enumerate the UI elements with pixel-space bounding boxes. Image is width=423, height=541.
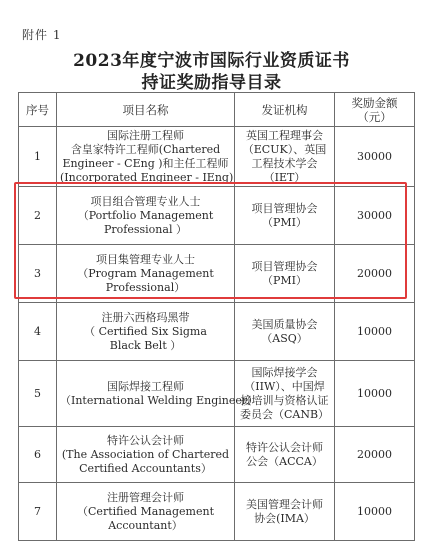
issuer-cell	[235, 187, 335, 245]
issuer-line: （IET）	[263, 170, 306, 184]
reward-amount: 30000	[335, 187, 415, 245]
issuer-line: 项目管理协会	[251, 259, 318, 273]
project-name-line: Certified Accountants）	[79, 461, 212, 475]
issuer-cell	[235, 361, 335, 427]
row-number: 1	[19, 127, 57, 187]
issuer-line: 委员会（CANB）	[239, 407, 330, 421]
issuer-line: 英国工程理事会	[246, 128, 323, 142]
reward-amount: 30000	[335, 127, 415, 187]
issuer-line: 接培训与资格认证	[240, 393, 329, 407]
issuer-line: 公会（ACCA）	[246, 454, 323, 468]
project-name-line: 项目集管理专业人士	[96, 252, 195, 266]
project-name-cell	[57, 361, 259, 427]
issuer-line: 美国质量协会	[251, 317, 318, 331]
certificate-reward-table	[18, 92, 415, 541]
issuer-line: （ASQ）	[261, 331, 308, 345]
reward-amount: 10000	[335, 361, 415, 427]
table-row	[19, 303, 415, 361]
project-name-cell	[57, 303, 235, 361]
issuer-line: 工程技术学会	[251, 156, 318, 170]
table-row	[19, 245, 415, 303]
issuer-line: 特许公认会计师	[246, 440, 323, 454]
table-row	[19, 361, 415, 427]
table-row	[19, 127, 415, 187]
project-name-line: （International Welding Engineer）	[60, 393, 259, 407]
header-no: 序号	[19, 93, 57, 127]
project-name-line: (The Association of Chartered	[61, 447, 230, 461]
document-title-line-2: 持证奖励指导目录	[141, 73, 282, 93]
project-name-line: 特许公认会计师	[107, 433, 184, 447]
row-number: 2	[19, 187, 57, 245]
project-name-line: 含皇家特许工程师(Chartered	[70, 142, 221, 156]
row-number: 5	[19, 361, 57, 427]
project-name-line: （Portfolio Management	[77, 208, 214, 222]
document-title-line-1: 2023年度宁波市国际行业资质证书	[73, 51, 350, 71]
project-name-line: 国际焊接工程师	[107, 379, 184, 393]
reward-amount: 10000	[335, 303, 415, 361]
project-name-line: Black Belt ）	[109, 338, 182, 352]
row-number: 4	[19, 303, 57, 361]
row-number: 3	[19, 245, 57, 303]
issuer-line: 国际焊接学会	[251, 365, 318, 379]
issuer-line: 美国管理会计师	[246, 497, 323, 511]
issuer-line: 项目管理协会	[251, 201, 318, 215]
table-header-row	[19, 93, 415, 127]
project-name-line: Accountant）	[108, 518, 183, 532]
project-name-cell	[57, 127, 235, 187]
header-project-name: 项目名称	[57, 93, 235, 127]
project-name-cell	[57, 187, 235, 245]
attachment-label: 附件 1	[22, 28, 62, 42]
project-name-line: 国际注册工程师	[107, 128, 184, 142]
row-number: 6	[19, 427, 57, 483]
reward-amount: 20000	[335, 427, 415, 483]
project-name-cell	[57, 427, 235, 483]
project-name-line: (Incorporated Engineer - IEng)	[60, 170, 234, 184]
project-name-cell	[57, 245, 235, 303]
table-row	[19, 187, 415, 245]
project-name-line: （Program Management	[77, 266, 214, 280]
row-number: 7	[19, 483, 57, 541]
project-name-line: Professional）	[105, 280, 186, 294]
issuer-cell	[235, 127, 335, 187]
project-name-line: 注册管理会计师	[107, 490, 184, 504]
project-name-line: （ Certified Six Sigma	[84, 324, 207, 338]
issuer-cell	[235, 427, 335, 483]
table-row	[19, 483, 415, 541]
header-issuer: 发证机构	[235, 93, 335, 127]
issuer-line: （IIW）、中国焊	[244, 379, 325, 393]
issuer-cell	[235, 245, 335, 303]
project-name-line: Professional ）	[104, 222, 187, 236]
project-name-line: Engineer - CEng )和主任工程师	[62, 156, 229, 170]
project-name-line: 项目组合管理专业人士	[90, 194, 201, 208]
issuer-line: 协会(IMA）	[254, 511, 315, 525]
issuer-cell	[235, 303, 335, 361]
issuer-cell	[235, 483, 335, 541]
project-name-line: 注册六西格玛黑带	[101, 310, 190, 324]
issuer-line: （PMI）	[261, 273, 307, 287]
header-amount: 奖励金额（元）	[335, 93, 415, 127]
issuer-line: （ECUK）、英国	[242, 142, 327, 156]
reward-amount: 20000	[335, 245, 415, 303]
project-name-cell	[57, 483, 235, 541]
reward-amount: 10000	[335, 483, 415, 541]
project-name-line: （Certified Management	[77, 504, 214, 518]
table-row	[19, 427, 415, 483]
issuer-line: （PMI）	[261, 215, 307, 229]
